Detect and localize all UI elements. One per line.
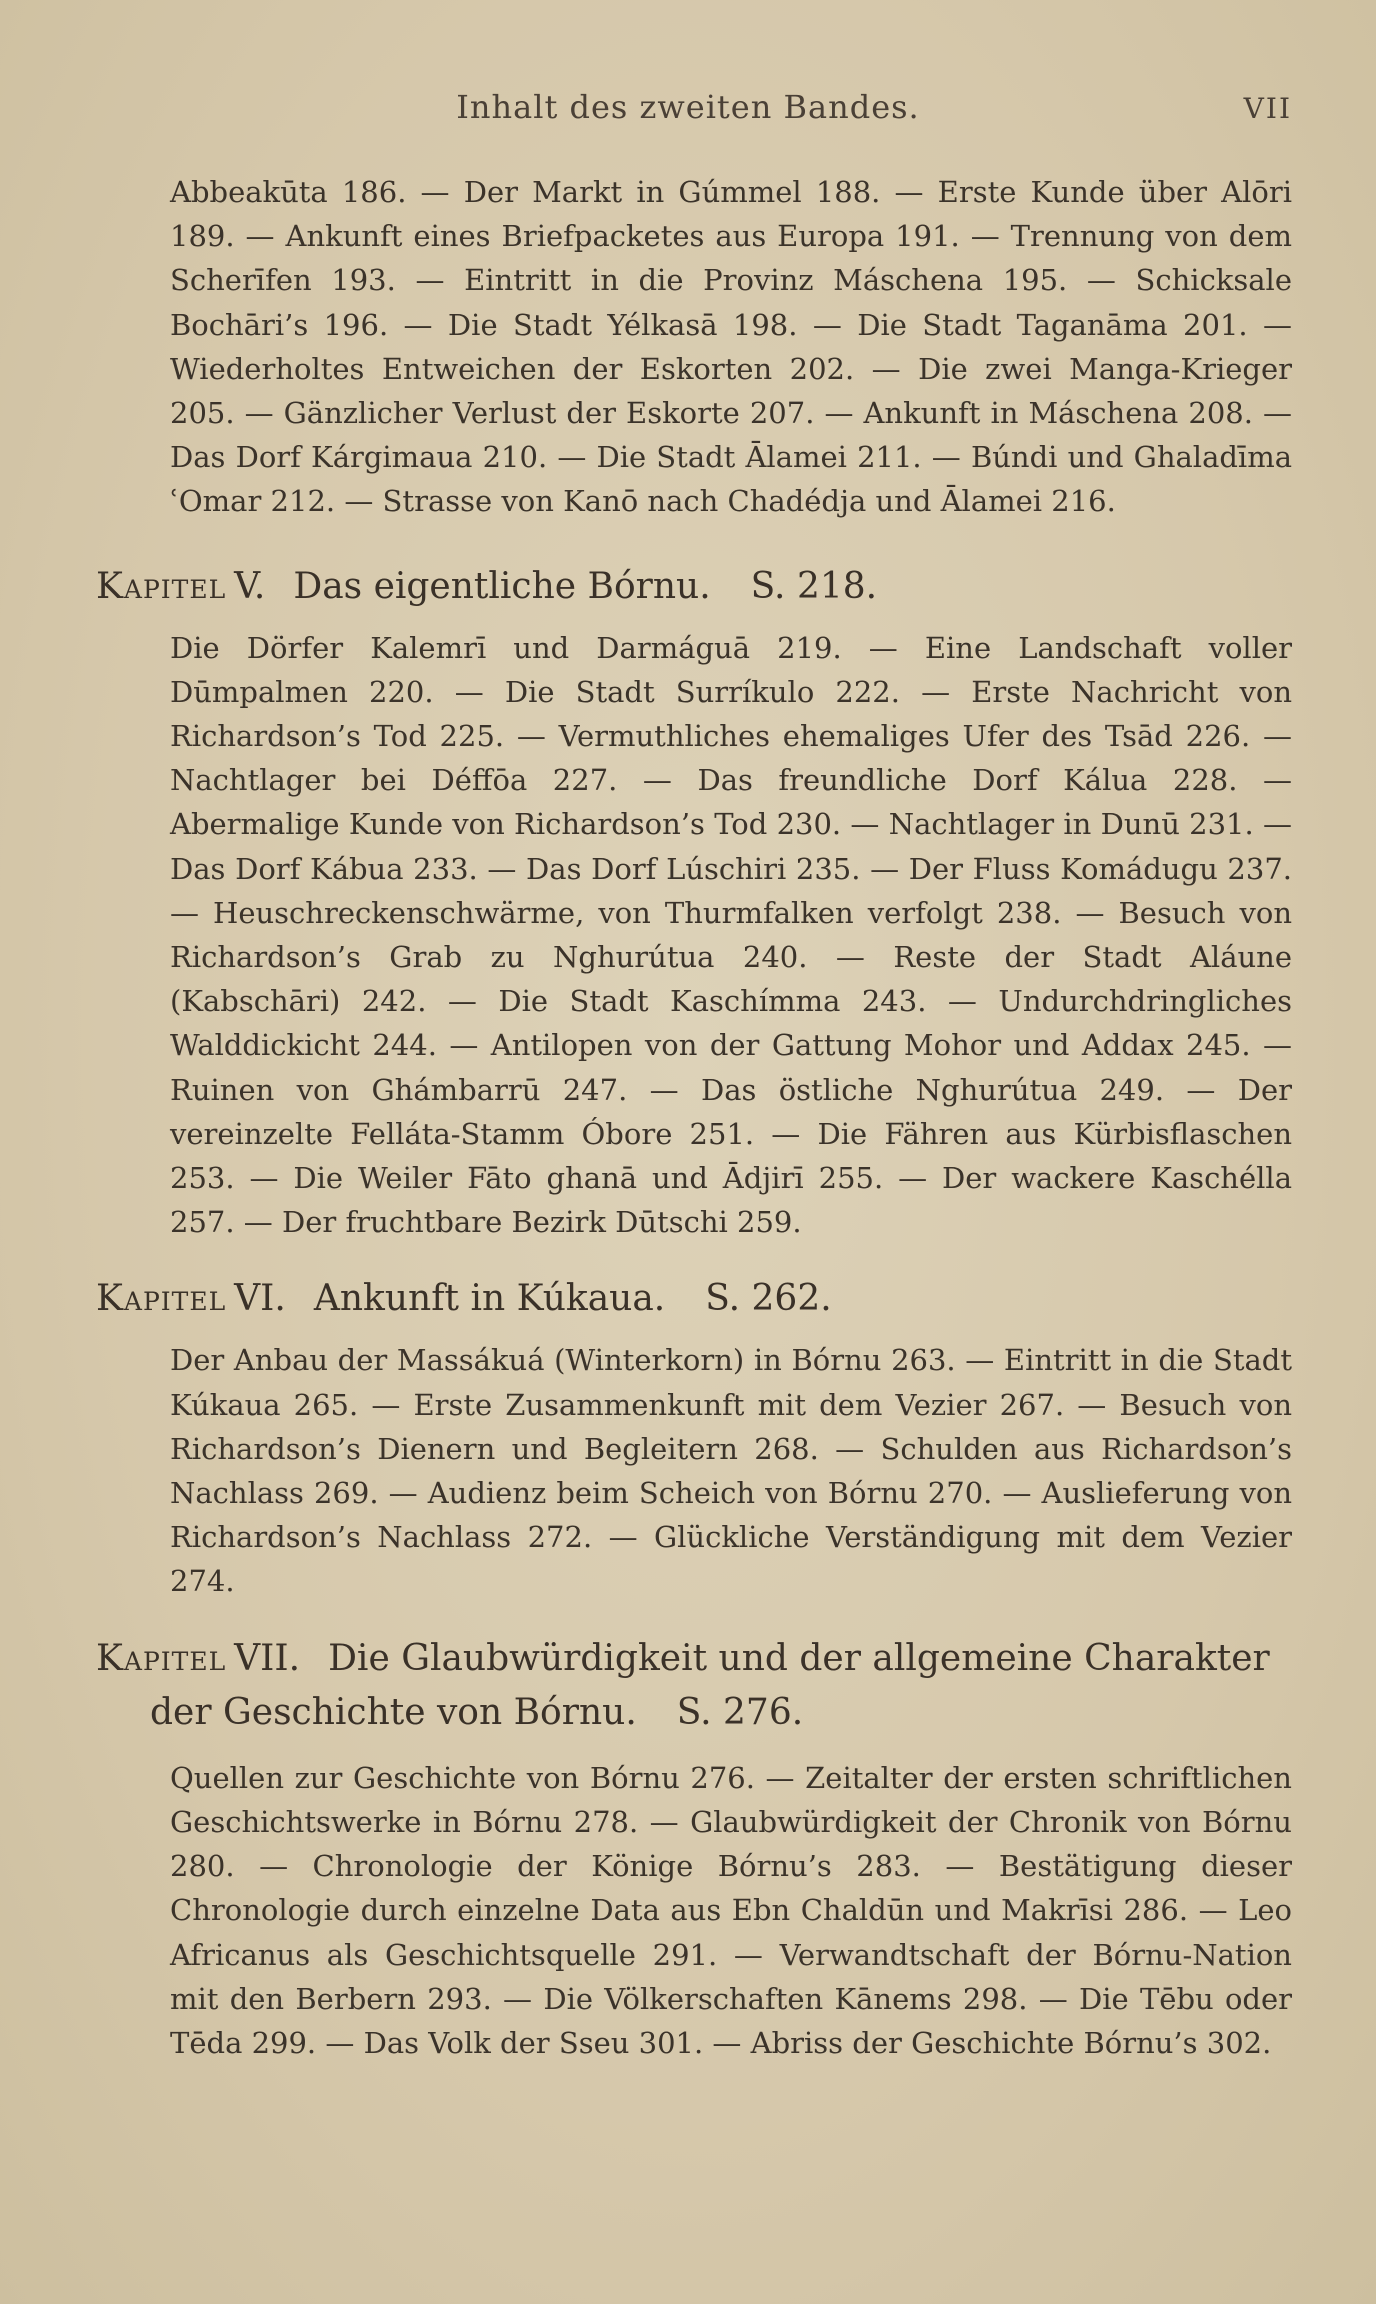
chapter-label: Kapitel: [96, 1278, 227, 1320]
chapter-label: Kapitel: [96, 1637, 227, 1679]
chapter-7-summary: Quellen zur Geschichte von Bórnu 276. — Zeitalter der ersten schriftlichen Geschichtswerke in Bórnu 278. — Glaubwürdigkeit der Chronik von Bórnu 280. — Chronologie der Könige Bórnu’s 283. — Bestätigung dieser Chronologie durch einzelne Data aus Ebn Chaldūn und Makrīsi 286. — Leo Africanus als Geschichtsquelle 291. — Verwandtschaft der Bórnu-Nation mit den Berbern 293. — Die Völkerschaften Kānems 298. — Die Tēbu oder Tēda 299. — Das Volk der Sseu 301. — Abriss der Geschichte Bórnu’s 302.: [170, 1760, 1292, 2060]
chapter-number: VII.: [234, 1637, 301, 1679]
chapter-title: Das eigentliche Bórnu.: [293, 565, 711, 607]
chapter-page-ref: S. 276.: [676, 1691, 804, 1733]
chapter-page-ref: S. 262.: [705, 1278, 832, 1320]
chapter-heading-7: [96, 1632, 1292, 1740]
chapter-label: Kapitel: [96, 565, 227, 607]
chapter-4-continued-summary: Abbeakūta 186. — Der Markt in Gúmmel 188. — Erste Kunde über Alōri 189. — Ankunft eines Briefpacketes aus Europa 191. — Trennung von dem Scherīfen 193. — Eintritt in die Provinz Máschena 195. — Schicksale Bochāri’s 196. — Die Stadt Yélkasā 198. — Die Stadt Taganāma 201. — Wiederholtes Entweichen der Eskorten 202. — Die zwei Manga-Krieger 205. — Gänzlicher Verlust der Eskorte 207. — Ankunft in Máschena 208. — Das Dorf Kárgimaua 210. — Die Stadt Ālamei 211. — Búndi und Ghaladīma ʿOmar 212. — Strasse von Kanō nach Chadédja und Ālamei 216.: [170, 175, 1292, 519]
chapter-title: Ankunft in Kúkaua.: [313, 1278, 666, 1320]
chapter-6-summary: Der Anbau der Massákuá (Winterkorn) in Bórnu 263. — Eintritt in die Stadt Kúkaua 265. — Erste Zusammenkunft mit dem Vezier 267. — Besuch von Richardson’s Dienern und Begleitern 268. — Schulden aus Richardson’s Nachlass 269. — Audienz beim Scheich von Bórnu 270. — Auslieferung von Richardson’s Nachlass 272. — Glückliche Verständigung mit dem Vezier 274.: [170, 1343, 1292, 1599]
chapter-heading-6: [96, 1272, 1292, 1326]
chapter-number: V.: [234, 565, 266, 607]
running-title: Inhalt des zweiten Bandes.: [456, 88, 920, 126]
chapter-number: VI.: [234, 1278, 286, 1320]
chapter-5-summary: Die Dörfer Kalemrī und Darmáguā 219. — Eine Landschaft voller Dūmpalmen 220. — Die Stadt Surríkulo 222. — Erste Nachricht von Richardson’s Tod 225. — Vermuthliches ehemaliges Ufer des Tsād 226. — Nachtlager bei Déffōa 227. — Das freundliche Dorf Kálua 228. — Abermalige Kunde von Richardson’s Tod 230. — Nachtlager in Dunū 231. — Das Dorf Kábua 233. — Das Dorf Lúschiri 235. — Der Fluss Komádugu 237. — Heuschreckenschwärme, von Thurmfalken verfolgt 238. — Besuch von Richardson’s Grab zu Nghurútua 240. — Reste der Stadt Aláune (Kabschāri) 242. — Die Stadt Kaschímma 243. — Undurchdringliches Walddickicht 244. — Antilopen von der Gattung Mohor und Addax 245. — Ruinen von Ghámbarrū 247. — Das östliche Nghurútua 249. — Der vereinzelte Felláta-Stamm Óbore 251. — Die Fähren aus Kürbisflaschen 253. — Die Weiler Fāto ghanā und Ādjirī 255. — Der wackere Kaschélla 257. — Der fruchtbare Bezirk Dūtschi 259.: [170, 630, 1292, 1240]
chapter-title: Die Glaubwürdigkeit und der allgemeine Charakter der Geschichte von Bórnu.: [150, 1637, 1270, 1733]
table-of-contents: [96, 170, 1292, 2065]
running-header: [0, 88, 1376, 138]
chapter-page-ref: S. 218.: [750, 565, 878, 607]
chapter-heading-5: [96, 560, 1292, 614]
page-number: VII: [1243, 92, 1292, 125]
